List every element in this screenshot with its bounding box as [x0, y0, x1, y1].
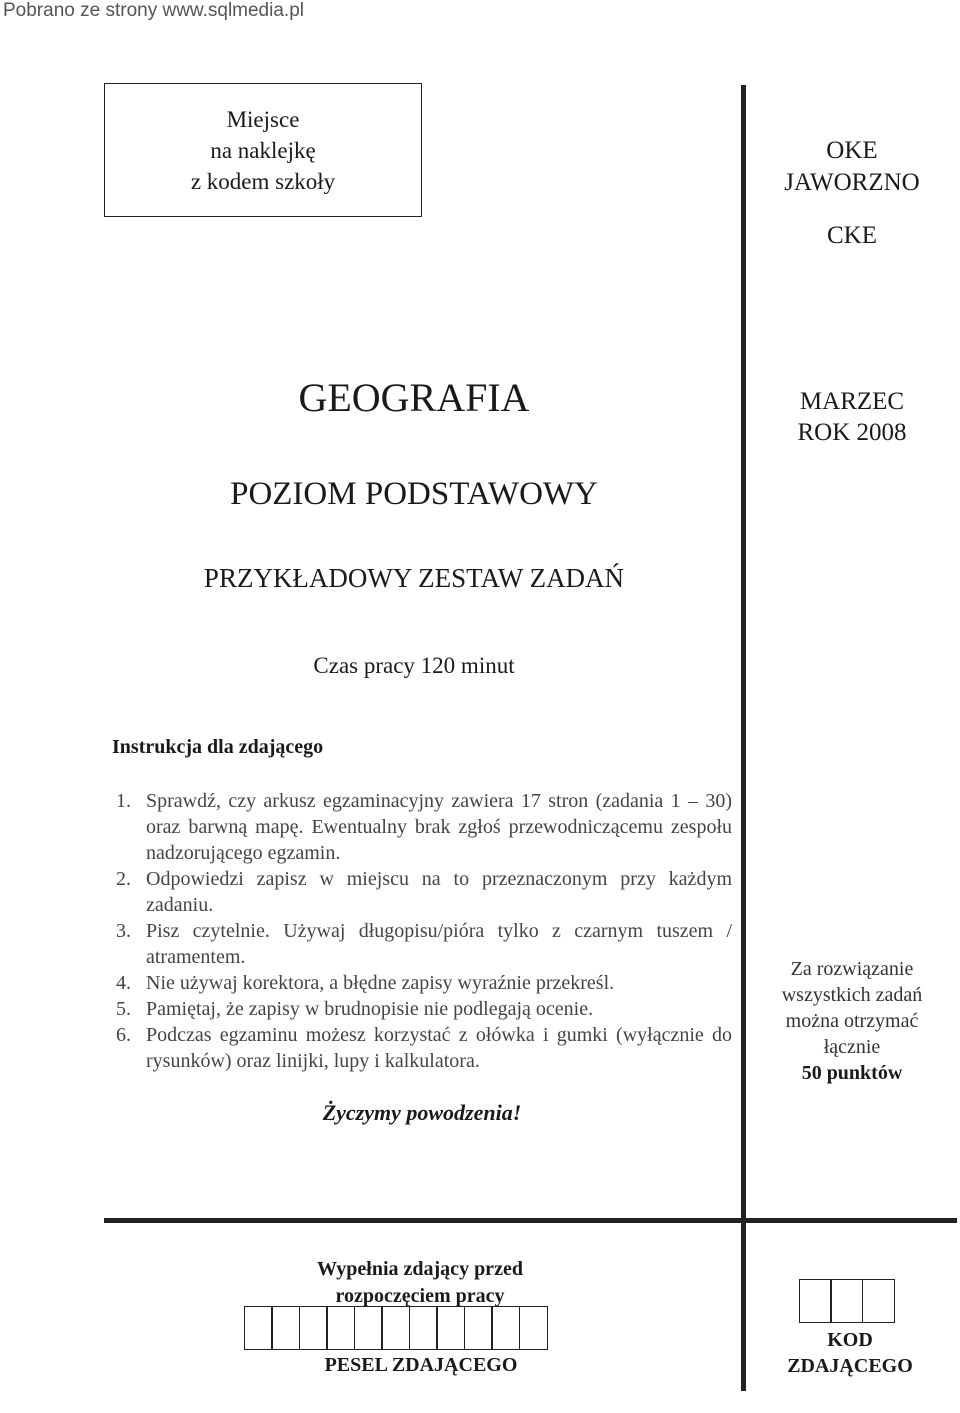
pesel-digit-box[interactable] — [299, 1306, 328, 1350]
instructions-list — [116, 788, 732, 1074]
exam-date — [752, 386, 952, 448]
org-line: JAWORZNO — [784, 169, 920, 196]
item-text: Sprawdź, czy arkusz egzaminacyjny zawiera 17 stron (zadania 1 – 30) oraz barwną mapę. Ewentualny brak zgłoś przewodniczącemu zespołu nadzorującego egzamin. — [146, 790, 732, 864]
sticker-line: Miejsce — [226, 106, 300, 132]
date-month: MARZEC — [799, 388, 905, 415]
item-number: 3. — [116, 920, 131, 942]
code-digit-box[interactable] — [862, 1279, 895, 1323]
list-item — [116, 970, 732, 996]
source-banner: Pobrano ze strony www.sqlmedia.pl — [3, 0, 304, 21]
item-text: Podczas egzaminu możesz korzystać z ołówka i gumki (wyłącznie do rysunków) oraz linijki, lupy i kalkulatora. — [146, 1024, 732, 1072]
pesel-digit-box[interactable] — [326, 1306, 355, 1350]
exam-time: Czas pracy 120 minut — [313, 653, 515, 678]
pesel-digit-box[interactable] — [436, 1306, 465, 1350]
list-item — [116, 866, 732, 918]
item-number: 6. — [116, 1024, 131, 1046]
vertical-divider — [741, 85, 746, 1391]
pesel-digit-box[interactable] — [271, 1306, 300, 1350]
item-text: Pisz czytelnie. Używaj długopisu/pióra tylko z czarnym tuszem / atramentem. — [146, 920, 732, 968]
code-label-line: KOD — [827, 1329, 873, 1351]
list-item — [116, 1022, 732, 1074]
pesel-digit-box[interactable] — [519, 1306, 548, 1350]
item-text: Odpowiedzi zapisz w miejscu na to przeznaczonym przy każdym zadaniu. — [146, 868, 732, 916]
item-number: 1. — [116, 790, 131, 812]
sticker-line: na naklejkę — [210, 137, 316, 163]
item-text: Pamiętaj, że zapisy w brudnopisie nie podlegają ocenie. — [146, 998, 594, 1020]
school-code-sticker-box — [104, 83, 422, 217]
fill-note — [270, 1256, 570, 1310]
date-year: ROK 2008 — [797, 419, 907, 446]
code-digit-box[interactable] — [799, 1279, 832, 1323]
list-item — [116, 788, 732, 866]
points-line: wszystkich zadań — [781, 984, 923, 1006]
points-line: łącznie — [823, 1036, 881, 1058]
pesel-digit-box[interactable] — [244, 1306, 273, 1350]
pesel-digit-box[interactable] — [491, 1306, 520, 1350]
org-line: OKE — [826, 137, 878, 164]
points-line: można otrzymać — [785, 1010, 919, 1032]
points-total: 50 punktów — [801, 1062, 903, 1084]
horizontal-divider — [104, 1218, 957, 1223]
fill-note-line: rozpoczęciem pracy — [335, 1285, 505, 1307]
points-line: Za rozwiązanie — [790, 958, 914, 980]
pesel-label: PESEL ZDAJĄCEGO — [324, 1354, 518, 1376]
org-block — [752, 135, 952, 199]
points-info — [752, 956, 952, 1086]
pesel-digit-box[interactable] — [464, 1306, 493, 1350]
sticker-line: z kodem szkoły — [190, 168, 336, 194]
pesel-boxes — [245, 1306, 548, 1350]
exam-level: POZIOM PODSTAWOWY — [230, 476, 598, 512]
code-boxes — [800, 1279, 895, 1323]
pesel-digit-box[interactable] — [381, 1306, 410, 1350]
pesel-digit-box[interactable] — [354, 1306, 383, 1350]
item-number: 4. — [116, 972, 131, 994]
code-label — [760, 1327, 940, 1379]
item-number: 2. — [116, 868, 131, 890]
instructions-heading: Instrukcja dla zdającego — [112, 736, 324, 758]
code-label-line: ZDAJĄCEGO — [787, 1355, 913, 1377]
exam-set: PRZYKŁADOWY ZESTAW ZADAŃ — [203, 563, 625, 593]
code-digit-box[interactable] — [830, 1279, 863, 1323]
exam-subject: GEOGRAFIA — [298, 375, 530, 420]
pesel-digit-box[interactable] — [409, 1306, 438, 1350]
item-text: Nie używaj korektora, a błędne zapisy wyraźnie przekreśl. — [146, 972, 615, 994]
good-luck-wish: Życzymy powodzenia! — [322, 1100, 522, 1125]
list-item — [116, 996, 732, 1022]
list-item — [116, 918, 732, 970]
org-cke: CKE — [827, 222, 877, 249]
fill-note-line: Wypełnia zdający przed — [317, 1258, 523, 1280]
item-number: 5. — [116, 998, 131, 1020]
